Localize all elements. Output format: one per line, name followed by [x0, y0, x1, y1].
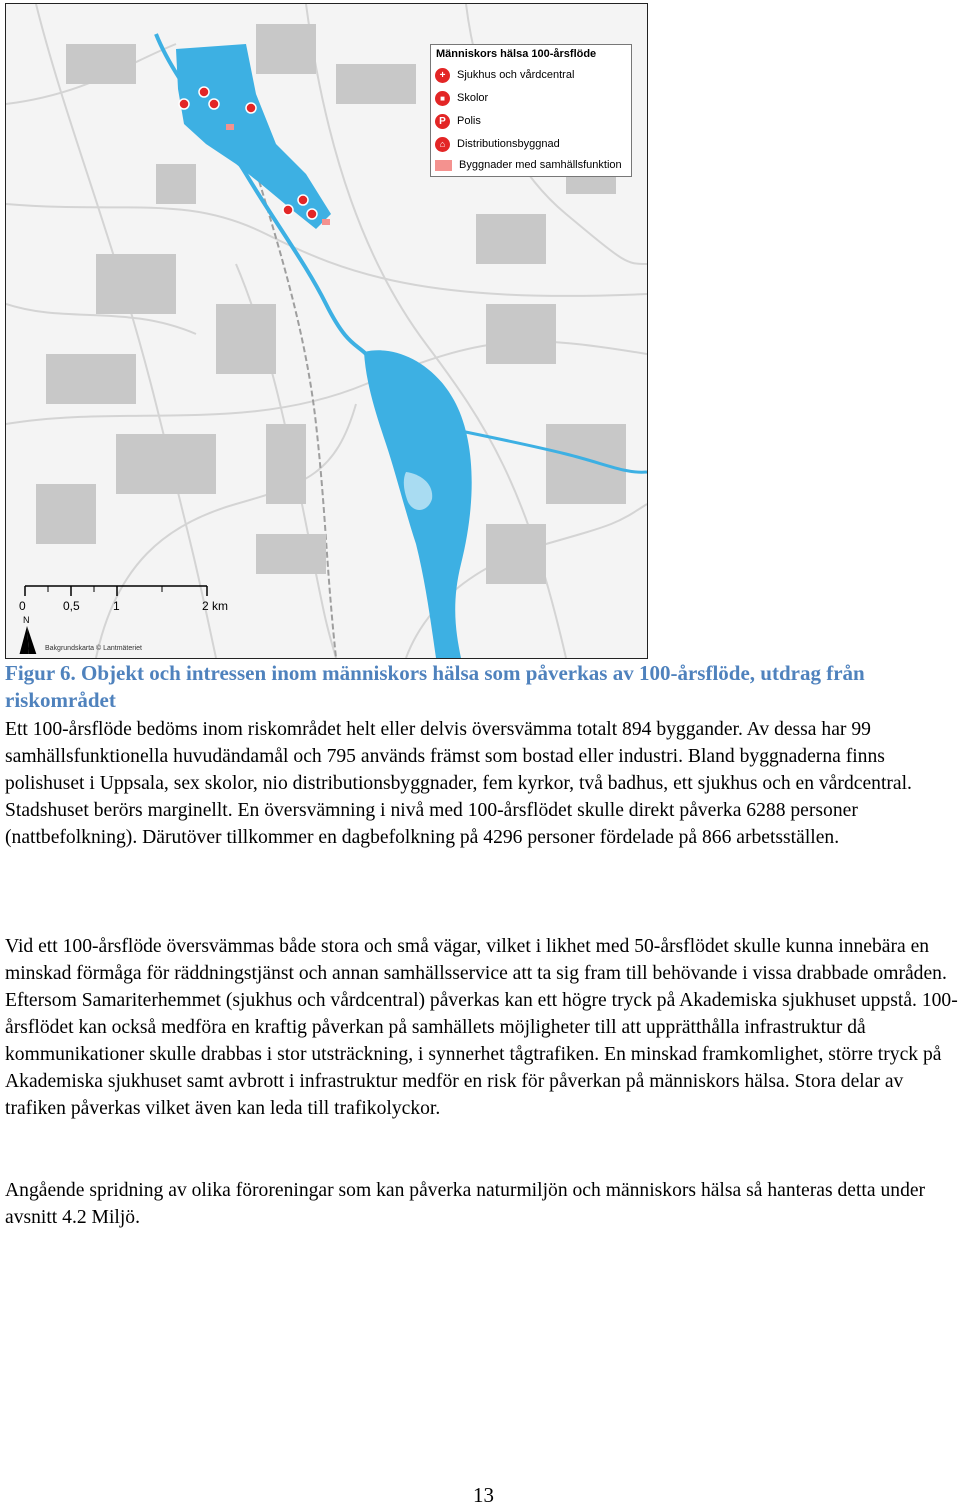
legend-item: [435, 135, 560, 153]
legend-label: Skolor: [457, 92, 489, 104]
map-legend: [430, 44, 632, 177]
legend-label: Polis: [457, 115, 481, 127]
flood-risk-map: [5, 3, 648, 659]
scale-label: 0: [19, 599, 26, 613]
hospital-icon: +: [435, 68, 450, 83]
legend-label: Distributionsbyggnad: [457, 138, 560, 150]
legend-item: [435, 66, 574, 84]
body-paragraph: Ett 100-årsflöde bedöms inom riskområdet helt eller delvis översvämma totalt 894 byggander. Av dessa har 99 samhällsfunktionella huvudändamål och 795 används främst som bostad eller industri. Bland byggnaderna finns polishuset i Uppsala, sex skolor, nio distributionsbyggnader, fem kyrkor, två badhus, ett sjukhus och en vårdcentral. Stadshuset berörs marginellt. En översvämning i nivå med 100-årsflödet skulle direkt påverka 6288 personer (nattbefolkning). Därutöver tillkommer en dagbefolkning på 4296 personer fördelade på 866 arbetsställen.: [5, 719, 912, 848]
legend-label: Byggnader med samhällsfunktion: [459, 159, 622, 171]
scale-bar: [19, 584, 249, 654]
scale-label: 1: [113, 599, 120, 613]
police-marker: [209, 99, 219, 109]
distribution-marker: [283, 205, 293, 215]
school-marker: [199, 87, 209, 97]
scale-label: 2 km: [202, 599, 229, 613]
legend-title: Människors hälsa 100-årsflöde: [436, 48, 597, 60]
north-label: N: [23, 615, 30, 625]
school-marker: [307, 209, 317, 219]
public-building-swatch: [435, 160, 452, 171]
public-building-marker: [322, 219, 330, 225]
school-marker: [179, 99, 189, 109]
school-icon: ■: [435, 91, 450, 106]
legend-item: [435, 156, 622, 174]
legend-item: [435, 89, 488, 107]
legend-item: [435, 112, 481, 130]
page-number: 13: [473, 1483, 494, 1507]
hospital-marker: [246, 103, 256, 113]
body-paragraph: Vid ett 100-årsflöde översvämmas både stora och små vägar, vilket i likhet med 50-årsflödet skulle kunna innebära en minskad förmåga för räddningstjänst och annan samhällsservice att ta sig fram till behövande i vissa drabbade områden. Eftersom Samariterhemmet (sjukhus och vårdcentral) påverkas kan ett högre tryck på Akademiska sjukhuset uppstå. 100-årsflödet kan också medföra en kraftig påverkan på samhällets möjligheter till att upprätthålla infrastruktur då kommunikationer skulle drabbas i stor utsträckning, i synnerhet tågtrafiken. En minskad framkomlighet, större tryck på Akademiska sjukhuset samt avbrott i infrastruktur medför en risk för påverkan på människors hälsa. Stora delar av trafiken påverkas vilket även kan leda till trafikolyckor.: [5, 936, 958, 1119]
distribution-marker: [298, 195, 308, 205]
map-attribution: Bakgrundskarta © Lantmäteriet: [45, 645, 142, 652]
distribution-building-icon: ⌂: [435, 137, 450, 152]
scale-label: 0,5: [63, 599, 80, 613]
body-paragraph: Angående spridning av olika föroreningar som kan påverka naturmiljön och människors hälsa så hanteras detta under avsnitt 4.2 Miljö.: [5, 1180, 926, 1228]
scale-bar-graphic: [19, 584, 249, 654]
legend-label: Sjukhus och vårdcentral: [457, 69, 575, 81]
public-building-marker: [226, 124, 234, 130]
figure-caption: Figur 6. Objekt och intressen inom människors hälsa som påverkas av 100-årsflöde, utdrag från riskområdet: [5, 661, 865, 712]
police-icon: P: [435, 114, 450, 129]
